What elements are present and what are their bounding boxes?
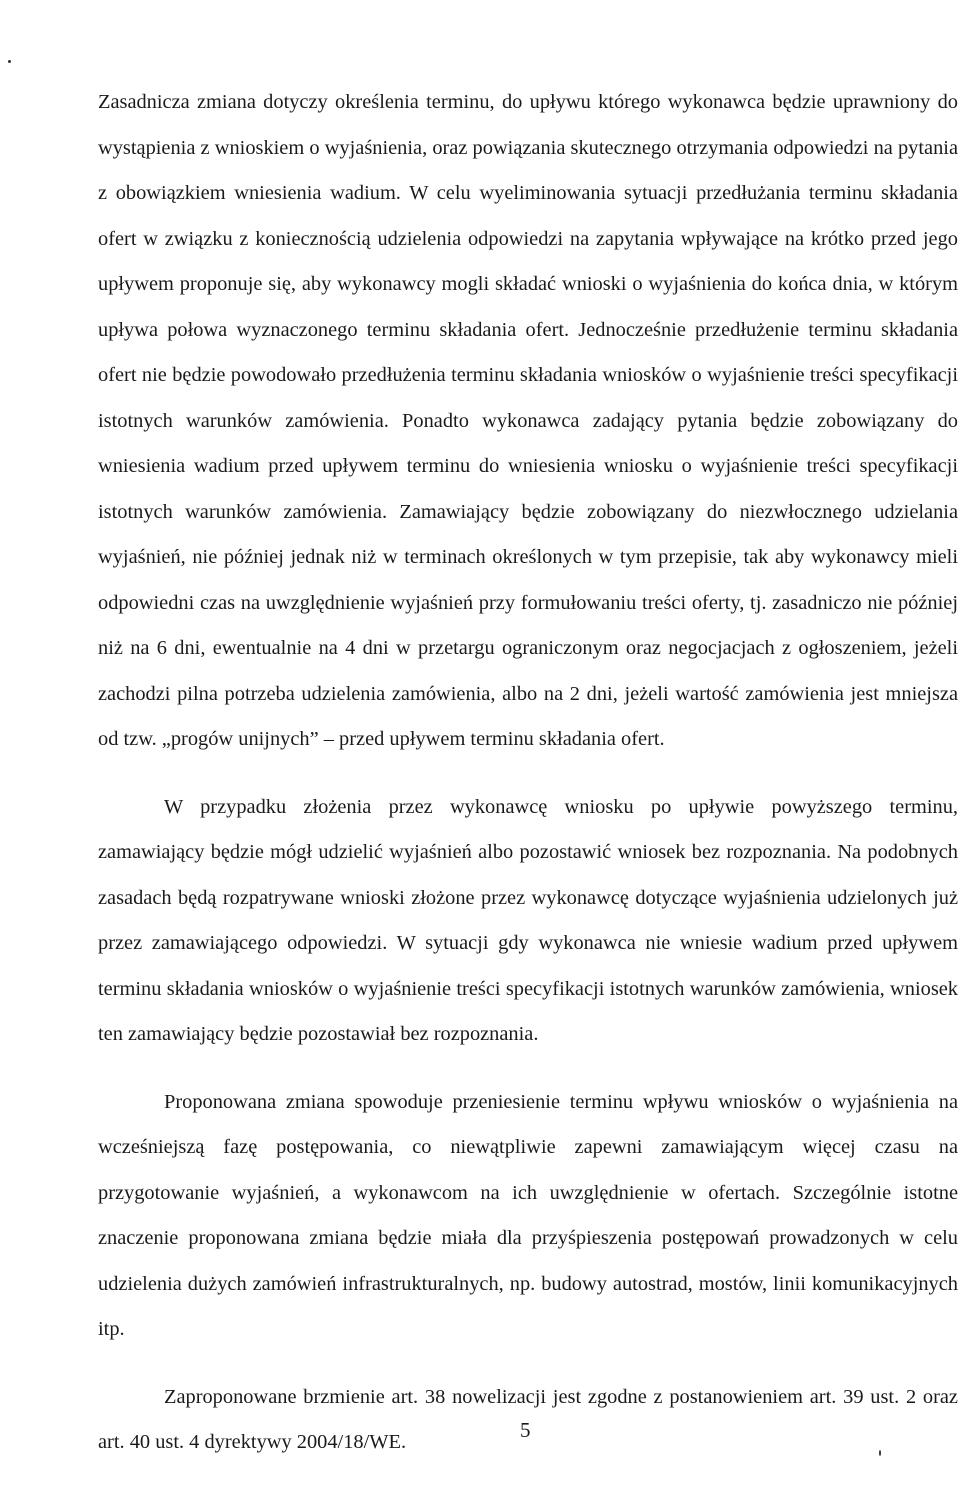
scan-speck: [8, 60, 11, 63]
paragraph-gap: [98, 763, 958, 785]
paragraph-2: W przypadku złożenia przez wykonawcę wniosku po upływie powyższego terminu, zamawiający będzie mógł udzielić wyjaśnień albo pozostawić wniosek bez rozpoznania. Na podobnych zasadach będą rozpatrywane wnioski złożone przez wykonawcę dotyczące wyjaśnienia udzielonych już przez zamawiającego odpowiedzi. W sytuacji gdy wykonawca nie wniesie wadium przed upływem terminu składania wniosków o wyjaśnienie treści specyfikacji istotnych warunków zamówienia, wniosek ten zamawiający będzie pozostawiał bez rozpoznania.: [98, 795, 958, 1045]
paragraph-1: Zasadnicza zmiana dotyczy określenia terminu, do upływu którego wykonawca będzie uprawniony do wystąpienia z wnioskiem o wyjaśnienia, oraz powiązania skutecznego otrzymania odpowiedzi na pytania z obowiązkiem wniesienia wadium. W celu wyeliminowania sytuacji przedłużania terminu składania ofert w związku z koniecznością udzielenia odpowiedzi na zapytania wpływające na krótko przed jego upływem proponuje się, aby wykonawcy mogli składać wnioski o wyjaśnienia do końca dnia, w którym upływa połowa wyznaczonego terminu składania ofert. Jednocześnie przedłużenie terminu składania ofert nie będzie powodowało przedłużenia terminu składania wniosków o wyjaśnienie treści specyfikacji istotnych warunków zamówienia. Ponadto wykonawca zadający pytania będzie zobowiązany do wniesienia wadium przed upływem terminu do wniesienia wniosku o wyjaśnienie treści specyfikacji istotnych warunków zamówienia. Zamawiający będzie zobowiązany do niezwłocznego udzielania wyjaśnień, nie później jednak niż w terminach określonych w tym przepisie, tak aby wykonawcy mieli odpowiedni czas na uwzględnienie wyjaśnień przy formułowaniu treści oferty, tj. zasadniczo nie później niż na 6 dni, ewentualnie na 4 dni w przetargu ograniczonym oraz negocjacjach z ogłoszeniem, jeżeli zachodzi pilna potrzeba udzielenia zamówienia, albo na 2 dni, jeżeli wartość zamówienia jest mniejsza od tzw. „progów unijnych” – przed upływem terminu składania ofert.: [98, 91, 958, 750]
page-number: 5: [520, 1418, 531, 1442]
paragraph-gap: [98, 1353, 958, 1375]
paragraph-gap: [98, 1058, 958, 1080]
paragraph-4: Zaproponowane brzmienie art. 38 nowelizacji jest zgodne z postanowieniem art. 39 ust. 2 oraz art. 40 ust. 4 dyrektywy 2004/18/WE.: [98, 1385, 958, 1453]
document-body: [98, 80, 958, 1466]
paragraph-3: Proponowana zmiana spowoduje przeniesienie terminu wpływu wniosków o wyjaśnienia na wcześniejszą fazę postępowania, co niewątpliwie zapewni zamawiającym więcej czasu na przygotowanie wyjaśnień, a wykonawcom na ich uwzględnienie w ofertach. Szczególnie istotne znaczenie proponowana zmiana będzie miała dla przyśpieszenia postępowań prowadzonych w celu udzielenia dużych zamówień infrastrukturalnych, np. budowy autostrad, mostów, linii komunikacyjnych itp.: [98, 1090, 958, 1340]
